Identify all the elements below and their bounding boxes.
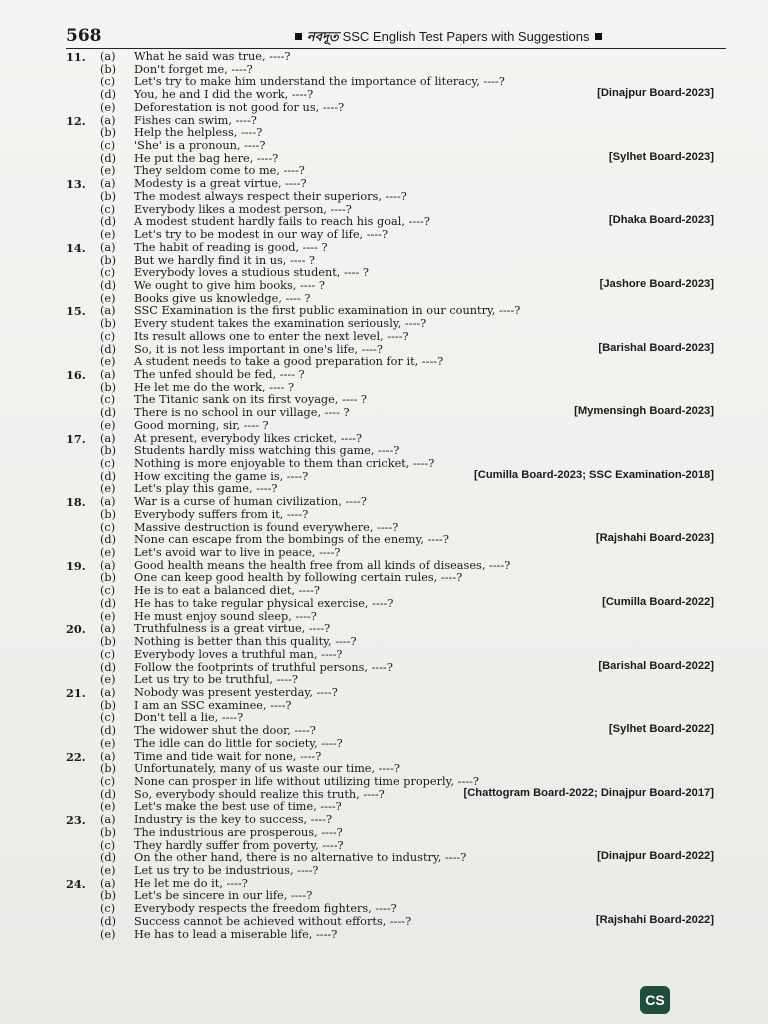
item-text: On the other hand, there is no alternative to industry, ----? <box>134 851 467 865</box>
question-item <box>66 102 726 115</box>
item-label: (c) <box>100 457 116 470</box>
board-source-tag: [Cumilla Board-2023; SSC Examination-2018] <box>474 468 714 481</box>
item-text: Everybody suffers from it, ----? <box>134 507 309 521</box>
item-label: (a) <box>100 177 116 191</box>
item-text: He has to lead a miserable life, ----? <box>134 927 338 941</box>
item-label: (c) <box>100 266 116 280</box>
item-text: Everybody loves a studious student, ---- ? <box>134 266 369 280</box>
item-text: A student needs to take a good preparation for it, ----? <box>134 355 444 369</box>
item-label: (e) <box>100 927 116 941</box>
item-label: (a) <box>100 367 116 381</box>
question-number: 15. <box>66 304 86 319</box>
board-source-tag: [Mymensingh Board-2023] <box>574 405 714 418</box>
item-text: War is a curse of human civilization, ----? <box>134 495 367 509</box>
question-item <box>66 929 726 942</box>
question-number: 24. <box>66 876 86 891</box>
item-text: They hardly suffer from poverty, ----? <box>134 838 344 852</box>
book-title: SSC English Test Papers with Suggestions <box>342 29 590 44</box>
question-number: 16. <box>66 367 86 382</box>
item-text: There is no school in our village, ---- ? <box>134 406 350 420</box>
item-text: How exciting the game is, ----? <box>134 469 309 483</box>
item-label: (d) <box>100 724 117 738</box>
board-source-tag: [Rajshahi Board-2023] <box>595 532 714 545</box>
item-label: (a) <box>100 495 116 509</box>
board-source-tag: [Dinajpur Board-2023] <box>597 87 714 100</box>
item-text: The Titanic sank on its first voyage, ---- ? <box>134 393 367 407</box>
item-text: Deforestation is not good for us, ----? <box>134 100 345 114</box>
item-text: Don't forget me, ----? <box>134 62 253 76</box>
item-text: Let's try to be modest in our way of life, ----? <box>134 228 389 242</box>
question-item <box>66 509 726 522</box>
question-number: 19. <box>66 558 86 573</box>
item-label: (e) <box>100 864 116 877</box>
item-label: (d) <box>100 88 117 102</box>
item-text: None can prosper in life without utilizing time properly, ----? <box>134 774 479 788</box>
item-text: The habit of reading is good, ---- ? <box>134 240 328 254</box>
question-number: 22. <box>66 749 86 764</box>
item-label: (b) <box>100 126 117 140</box>
item-label: (b) <box>100 189 117 203</box>
item-label: (a) <box>100 622 116 636</box>
item-text: Let's play this game, ----? <box>134 482 278 496</box>
item-text: Nobody was present yesterday, ----? <box>134 685 338 699</box>
item-text: I am an SSC examinee, ----? <box>134 698 292 712</box>
item-label: (b) <box>100 698 117 712</box>
item-label: (e) <box>100 800 116 814</box>
item-label: (b) <box>100 253 117 267</box>
question-item <box>66 420 726 433</box>
item-label: (a) <box>100 876 116 890</box>
item-text: Nothing is more enjoyable to them than cricket, ----? <box>134 457 435 470</box>
item-text: Nothing is better than this quality, ----? <box>134 635 357 649</box>
item-label: (c) <box>100 838 116 852</box>
item-text: A modest student hardly fails to reach his goal, ----? <box>134 215 430 229</box>
board-source-tag: [Sylhet Board-2023] <box>608 150 714 163</box>
item-label: (a) <box>100 813 116 827</box>
item-label: (e) <box>100 228 116 242</box>
item-text: So, everybody should realize this truth, ----? <box>134 787 385 801</box>
item-text: Follow the footprints of truthful persons, ----? <box>134 660 393 674</box>
question-number: 17. <box>66 431 86 446</box>
item-text: He let me do the work, ---- ? <box>134 380 295 394</box>
item-label: (c) <box>100 329 116 343</box>
item-label: (d) <box>100 533 117 547</box>
question-number: 14. <box>66 240 86 255</box>
item-text: Don't tell a lie, ----? <box>134 711 244 725</box>
item-text: SSC Examination is the first public examination in our country, ----? <box>134 304 521 318</box>
item-label: (c) <box>100 520 116 534</box>
item-text: Industry is the key to success, ----? <box>134 813 332 827</box>
question-item <box>66 191 726 204</box>
item-label: (b) <box>100 635 117 649</box>
question-item <box>66 178 726 191</box>
item-text: The modest always respect their superiors, ----? <box>134 189 407 203</box>
item-label: (c) <box>100 139 116 153</box>
question-item <box>66 827 726 840</box>
item-text: He has to take regular physical exercise, ----? <box>134 596 394 610</box>
item-text: 'She' is a pronoun, ----? <box>134 139 266 153</box>
item-label: (e) <box>100 673 116 687</box>
item-label: (e) <box>100 100 116 114</box>
item-label: (d) <box>100 596 117 610</box>
item-label: (a) <box>100 685 116 699</box>
item-label: (c) <box>100 647 116 661</box>
item-text: He is to eat a balanced diet, ----? <box>134 584 320 598</box>
square-bullet-icon <box>295 33 302 40</box>
question-number: 12. <box>66 113 86 128</box>
item-text: Help the helpless, ----? <box>134 126 263 140</box>
item-text: At present, everybody likes cricket, ----? <box>134 431 363 445</box>
item-label: (b) <box>100 889 117 903</box>
item-text: Its result allows one to enter the next level, ----? <box>134 329 409 343</box>
item-text: Massive destruction is found everywhere, ----? <box>134 520 399 534</box>
item-text: The widower shut the door, ----? <box>134 724 316 738</box>
brand-logo: নবদূত <box>307 29 339 44</box>
item-text: You, he and I did the work, ----? <box>134 88 314 102</box>
item-text: Let us try to be industrious, ----? <box>134 864 319 877</box>
board-source-tag: [Cumilla Board-2022] <box>602 595 714 608</box>
question-item <box>66 687 726 700</box>
question-item <box>66 369 726 382</box>
item-text: One can keep good health by following certain rules, ----? <box>134 571 463 585</box>
item-text: The unfed should be fed, ---- ? <box>134 367 305 381</box>
item-label: (a) <box>100 304 116 318</box>
item-text: Students hardly miss watching this game, ----? <box>134 444 400 458</box>
item-text: Everybody likes a modest person, ----? <box>134 202 352 216</box>
board-source-tag: [Chattogram Board-2022; Dinajpur Board-2017] <box>463 786 714 799</box>
board-source-tag: [Barishal Board-2022] <box>598 659 714 672</box>
item-label: (e) <box>100 418 116 432</box>
board-source-tag: [Sylhet Board-2022] <box>608 723 714 736</box>
item-text: Success cannot be achieved without efforts, ----? <box>134 914 412 928</box>
question-item <box>66 814 726 827</box>
question-item <box>66 913 726 929</box>
item-label: (a) <box>100 749 116 763</box>
item-label: (b) <box>100 380 117 394</box>
board-source-tag: [Rajshahi Board-2022] <box>595 913 714 926</box>
item-text: But we hardly find it in us, ---- ? <box>134 253 315 267</box>
item-text: Books give us knowledge, ---- ? <box>134 291 311 305</box>
item-label: (c) <box>100 711 116 725</box>
item-label: (c) <box>100 584 116 598</box>
item-label: (b) <box>100 317 117 331</box>
item-text: We ought to give him books, ---- ? <box>134 278 325 292</box>
item-label: (d) <box>100 469 117 483</box>
item-text: Good morning, sir, ---- ? <box>134 418 269 432</box>
question-item <box>66 725 726 738</box>
question-number: 21. <box>66 685 86 700</box>
item-label: (d) <box>100 278 117 292</box>
question-item <box>66 277 726 293</box>
question-item <box>66 89 726 102</box>
header-title <box>290 28 607 49</box>
item-label: (a) <box>100 431 116 445</box>
question-item <box>66 636 726 649</box>
item-label: (b) <box>100 62 117 76</box>
item-text: Unfortunately, many of us waste our time, ----? <box>134 762 400 776</box>
question-item <box>66 242 726 255</box>
page-header <box>66 26 726 49</box>
item-label: (d) <box>100 342 117 356</box>
item-label: (c) <box>100 774 116 788</box>
question-item <box>66 229 726 242</box>
question-item <box>66 407 726 420</box>
item-label: (d) <box>100 151 117 165</box>
item-text: Good health means the health free from all kinds of diseases, ----? <box>134 558 511 572</box>
item-label: (e) <box>100 546 116 560</box>
item-text: Modesty is a great virtue, ----? <box>134 177 307 191</box>
question-number: 23. <box>66 813 86 828</box>
question-item <box>66 318 726 331</box>
item-text: So, it is not less important in one's life, ----? <box>134 342 383 356</box>
board-source-tag: [Jashore Board-2023] <box>599 277 714 290</box>
item-label: (c) <box>100 202 116 216</box>
item-text: They seldom come to me, ----? <box>134 164 305 178</box>
item-label: (d) <box>100 406 117 420</box>
item-label: (b) <box>100 825 117 839</box>
question-item <box>66 496 726 509</box>
item-text: Let's be sincere in our life, ----? <box>134 889 313 903</box>
item-label: (e) <box>100 482 116 496</box>
item-text: He put the bag here, ----? <box>134 151 279 165</box>
item-label: (b) <box>100 507 117 521</box>
item-label: (a) <box>100 113 116 127</box>
question-item <box>66 51 726 64</box>
item-label: (d) <box>100 914 117 928</box>
item-text: None can escape from the bombings of the enemy, ----? <box>134 533 449 547</box>
item-label: (d) <box>100 787 117 801</box>
item-text: Truthfulness is a great virtue, ----? <box>134 622 331 636</box>
item-text: Let's make the best use of time, ----? <box>134 800 342 814</box>
item-label: (a) <box>100 50 116 63</box>
item-text: The idle can do little for society, ----? <box>134 736 343 750</box>
item-label: (b) <box>100 762 117 776</box>
item-label: (c) <box>100 393 116 407</box>
item-text: The industrious are prosperous, ----? <box>134 825 343 839</box>
item-label: (a) <box>100 240 116 254</box>
item-text: Let's avoid war to live in peace, ----? <box>134 546 341 560</box>
item-label: (b) <box>100 444 117 458</box>
item-label: (e) <box>100 291 116 305</box>
page-number: 568 <box>66 26 102 46</box>
question-item <box>66 865 726 878</box>
item-text: What he said was true, ----? <box>134 50 291 63</box>
question-item <box>66 547 726 560</box>
item-label: (c) <box>100 902 116 916</box>
item-label: (d) <box>100 660 117 674</box>
question-number: 20. <box>66 622 86 637</box>
question-number: 13. <box>66 177 86 192</box>
item-label: (b) <box>100 571 117 585</box>
camscanner-logo: CS <box>640 986 670 1014</box>
item-label: (e) <box>100 164 116 178</box>
item-label: (e) <box>100 736 116 750</box>
item-text: He must enjoy sound sleep, ----? <box>134 609 317 623</box>
item-text: Let us try to be truthful, ----? <box>134 673 298 687</box>
item-text: He let me do it, ----? <box>134 876 248 890</box>
item-label: (e) <box>100 355 116 369</box>
item-label: (d) <box>100 215 117 229</box>
question-item <box>66 595 726 611</box>
board-source-tag: [Dinajpur Board-2022] <box>597 850 714 863</box>
item-text: Time and tide wait for none, ----? <box>134 749 322 763</box>
item-label: (d) <box>100 851 117 865</box>
question-number: 18. <box>66 495 86 510</box>
item-label: (a) <box>100 558 116 572</box>
question-list <box>66 51 726 941</box>
item-text: Fishes can swim, ----? <box>134 113 257 127</box>
board-source-tag: [Dhaka Board-2023] <box>608 214 714 227</box>
item-label: (e) <box>100 609 116 623</box>
item-text: Let's try to make him understand the importance of literacy, ----? <box>134 75 505 89</box>
item-text: Everybody loves a truthful man, ----? <box>134 647 343 661</box>
board-source-tag: [Barishal Board-2023] <box>598 341 714 354</box>
item-text: Every student takes the examination seriously, ----? <box>134 317 427 331</box>
item-text: Everybody respects the freedom fighters, ----? <box>134 902 397 916</box>
question-number: 11. <box>66 50 86 64</box>
item-label: (c) <box>100 75 116 89</box>
square-bullet-icon <box>595 33 602 40</box>
question-item <box>66 738 726 751</box>
